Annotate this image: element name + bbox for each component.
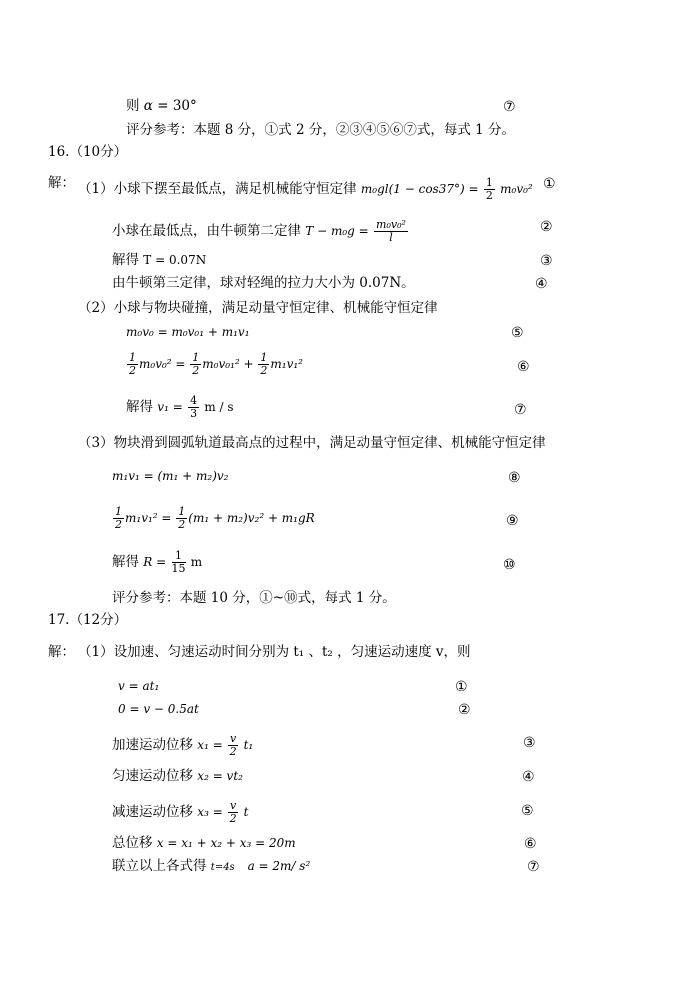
p16-header: 16.（10分） [48, 144, 128, 160]
denominator: 2 [178, 518, 186, 532]
p17-eq3 [112, 733, 253, 758]
p17-eq5 [112, 800, 248, 825]
fraction [172, 550, 186, 575]
term: (m₁ + m₂)v₂² + m₁gR [188, 511, 315, 526]
p16-part3: （3）物块滑到圆弧轨道最高点的过程中，满足动量守恒定律、机械能守恒定律 [78, 435, 546, 451]
eq-number: ③ [540, 253, 553, 269]
eq-number: ⑨ [506, 513, 519, 529]
denominator: 2 [129, 364, 136, 378]
fraction [228, 800, 238, 825]
eq-number: ⑤ [511, 325, 524, 341]
equation: x₃ = [197, 805, 223, 820]
p15-result [126, 100, 197, 114]
p17-header: 17.（12分） [48, 612, 128, 628]
equation: x₂ = vt₂ [197, 769, 243, 783]
fraction [374, 219, 408, 244]
fraction [176, 506, 187, 531]
text: 解得 [112, 554, 139, 571]
equation: t [243, 805, 249, 820]
numerator: 1 [485, 176, 493, 189]
text: 联立以上各式得 [112, 858, 207, 874]
equation: R = [143, 555, 167, 570]
denominator: 2 [260, 364, 268, 378]
eq-number: ③ [523, 735, 536, 751]
numerator: 1 [178, 505, 186, 518]
p16-step3 [112, 254, 206, 268]
equation: T = 0.07N [143, 253, 207, 267]
eq-number: ⑩ [503, 557, 516, 573]
numerator: 1 [115, 505, 122, 518]
denominator: 3 [190, 407, 198, 421]
eq-number: ⑧ [508, 470, 521, 486]
equation: = 30° [152, 98, 197, 114]
fraction [228, 733, 238, 758]
p16-eq6 [126, 352, 303, 377]
denominator: l [389, 231, 393, 245]
numerator: m₀v₀² [376, 218, 406, 231]
equation: v₁ = [157, 400, 183, 415]
p16-eq9 [112, 506, 315, 531]
p16-eq5: m₀v₀ = m₀v₀₁ + m₁v₁ [126, 325, 250, 339]
text: （1）小球下摆至最低点，满足机械能守恒定律 [78, 181, 357, 198]
unit: m / s [204, 400, 234, 415]
eq-number: ① [455, 679, 468, 695]
text: 匀速运动位移 [112, 768, 193, 784]
p16-eq10 [112, 550, 202, 575]
text: 小球在最低点，由牛顿第二定律 [112, 223, 301, 240]
p17-part1: （1）设加速、匀速运动时间分别为 t₁ 、t₂ ，匀速运动速度 v，则 [78, 644, 471, 660]
fraction [190, 352, 201, 377]
p15-score: 评分参考：本题 8 分，①式 2 分，②③④⑤⑥⑦式，每式 1 分。 [126, 122, 516, 138]
equation: m₀v₀² [500, 182, 533, 197]
fraction [188, 395, 199, 420]
text: 解得 [112, 252, 139, 268]
fraction [484, 177, 495, 202]
eq-number: ⑤ [521, 803, 534, 819]
equation: t=4s [210, 862, 235, 873]
denominator: 2 [115, 518, 122, 532]
denominator: 2 [229, 745, 237, 759]
equation: T − m₀g = [305, 224, 369, 239]
term: m₁v₁² = [125, 511, 172, 526]
numerator: 4 [190, 394, 198, 407]
numerator: 1 [192, 351, 200, 364]
denominator: 2 [229, 812, 237, 826]
p17-eq1: v = at₁ [118, 679, 160, 693]
eq-number: ④ [522, 769, 535, 785]
denominator: 2 [485, 189, 493, 203]
p17-sol-label: 解： [48, 644, 75, 660]
text: 总位移 [112, 835, 153, 851]
text: 则 [126, 98, 140, 114]
text: 加速运动位移 [112, 737, 193, 754]
eq-number: ② [458, 702, 471, 718]
p16-part2: （2）小球与物块碰撞，满足动量守恒定律、机械能守恒定律 [78, 300, 438, 316]
eq-number: ① [543, 176, 556, 192]
numerator: 1 [172, 550, 186, 563]
eq-number: ⑦ [503, 99, 516, 115]
p17-eq6 [112, 837, 296, 851]
denominator: 15 [171, 562, 186, 576]
eq-number: ⑦ [527, 859, 540, 875]
p16-sol-label: 解： [48, 175, 75, 191]
numerator: v [230, 799, 237, 812]
eq-number: ⑥ [524, 836, 537, 852]
eq-number: ④ [535, 276, 548, 292]
numerator: 1 [260, 351, 268, 364]
fraction [113, 506, 124, 531]
text: 减速运动位移 [112, 804, 193, 821]
p16-eq7 [126, 395, 234, 420]
fraction [127, 352, 138, 377]
p17-eq7 [112, 860, 310, 874]
equation: m₀gl(1 − cos37°) = [360, 182, 479, 197]
p16-step2 [112, 219, 409, 244]
unit: m [190, 555, 203, 570]
eq-number: ② [540, 219, 553, 235]
term: m₀v₀² = [139, 357, 186, 372]
numerator: v [230, 732, 237, 745]
equation: x = x₁ + x₂ + x₃ = 20m [156, 836, 296, 850]
equation: t₁ [243, 738, 254, 753]
p16-step1 [78, 177, 533, 202]
p17-eq4 [112, 770, 243, 784]
numerator: 1 [129, 351, 136, 364]
text: 解得 [126, 399, 153, 416]
denominator: 2 [192, 364, 200, 378]
eq-number: ⑦ [514, 402, 527, 418]
term: m₁v₁² [270, 357, 303, 372]
fraction [258, 352, 269, 377]
p16-step4: 由牛顿第三定律，球对轻绳的拉力大小为 0.07N。 [112, 275, 415, 291]
p16-eq8: m₁v₁ = (m₁ + m₂)v₂ [112, 469, 229, 483]
eq-number: ⑥ [517, 359, 530, 375]
p17-eq2: 0 = v − 0.5at [118, 702, 199, 716]
equation: x₁ = [197, 738, 223, 753]
term: m₀v₀₁² + [202, 357, 254, 372]
alpha-symbol: α [143, 98, 153, 114]
p16-score: 评分参考：本题 10 分，①~⑩式，每式 1 分。 [112, 590, 396, 606]
equation: a = 2m/ s² [247, 859, 311, 873]
